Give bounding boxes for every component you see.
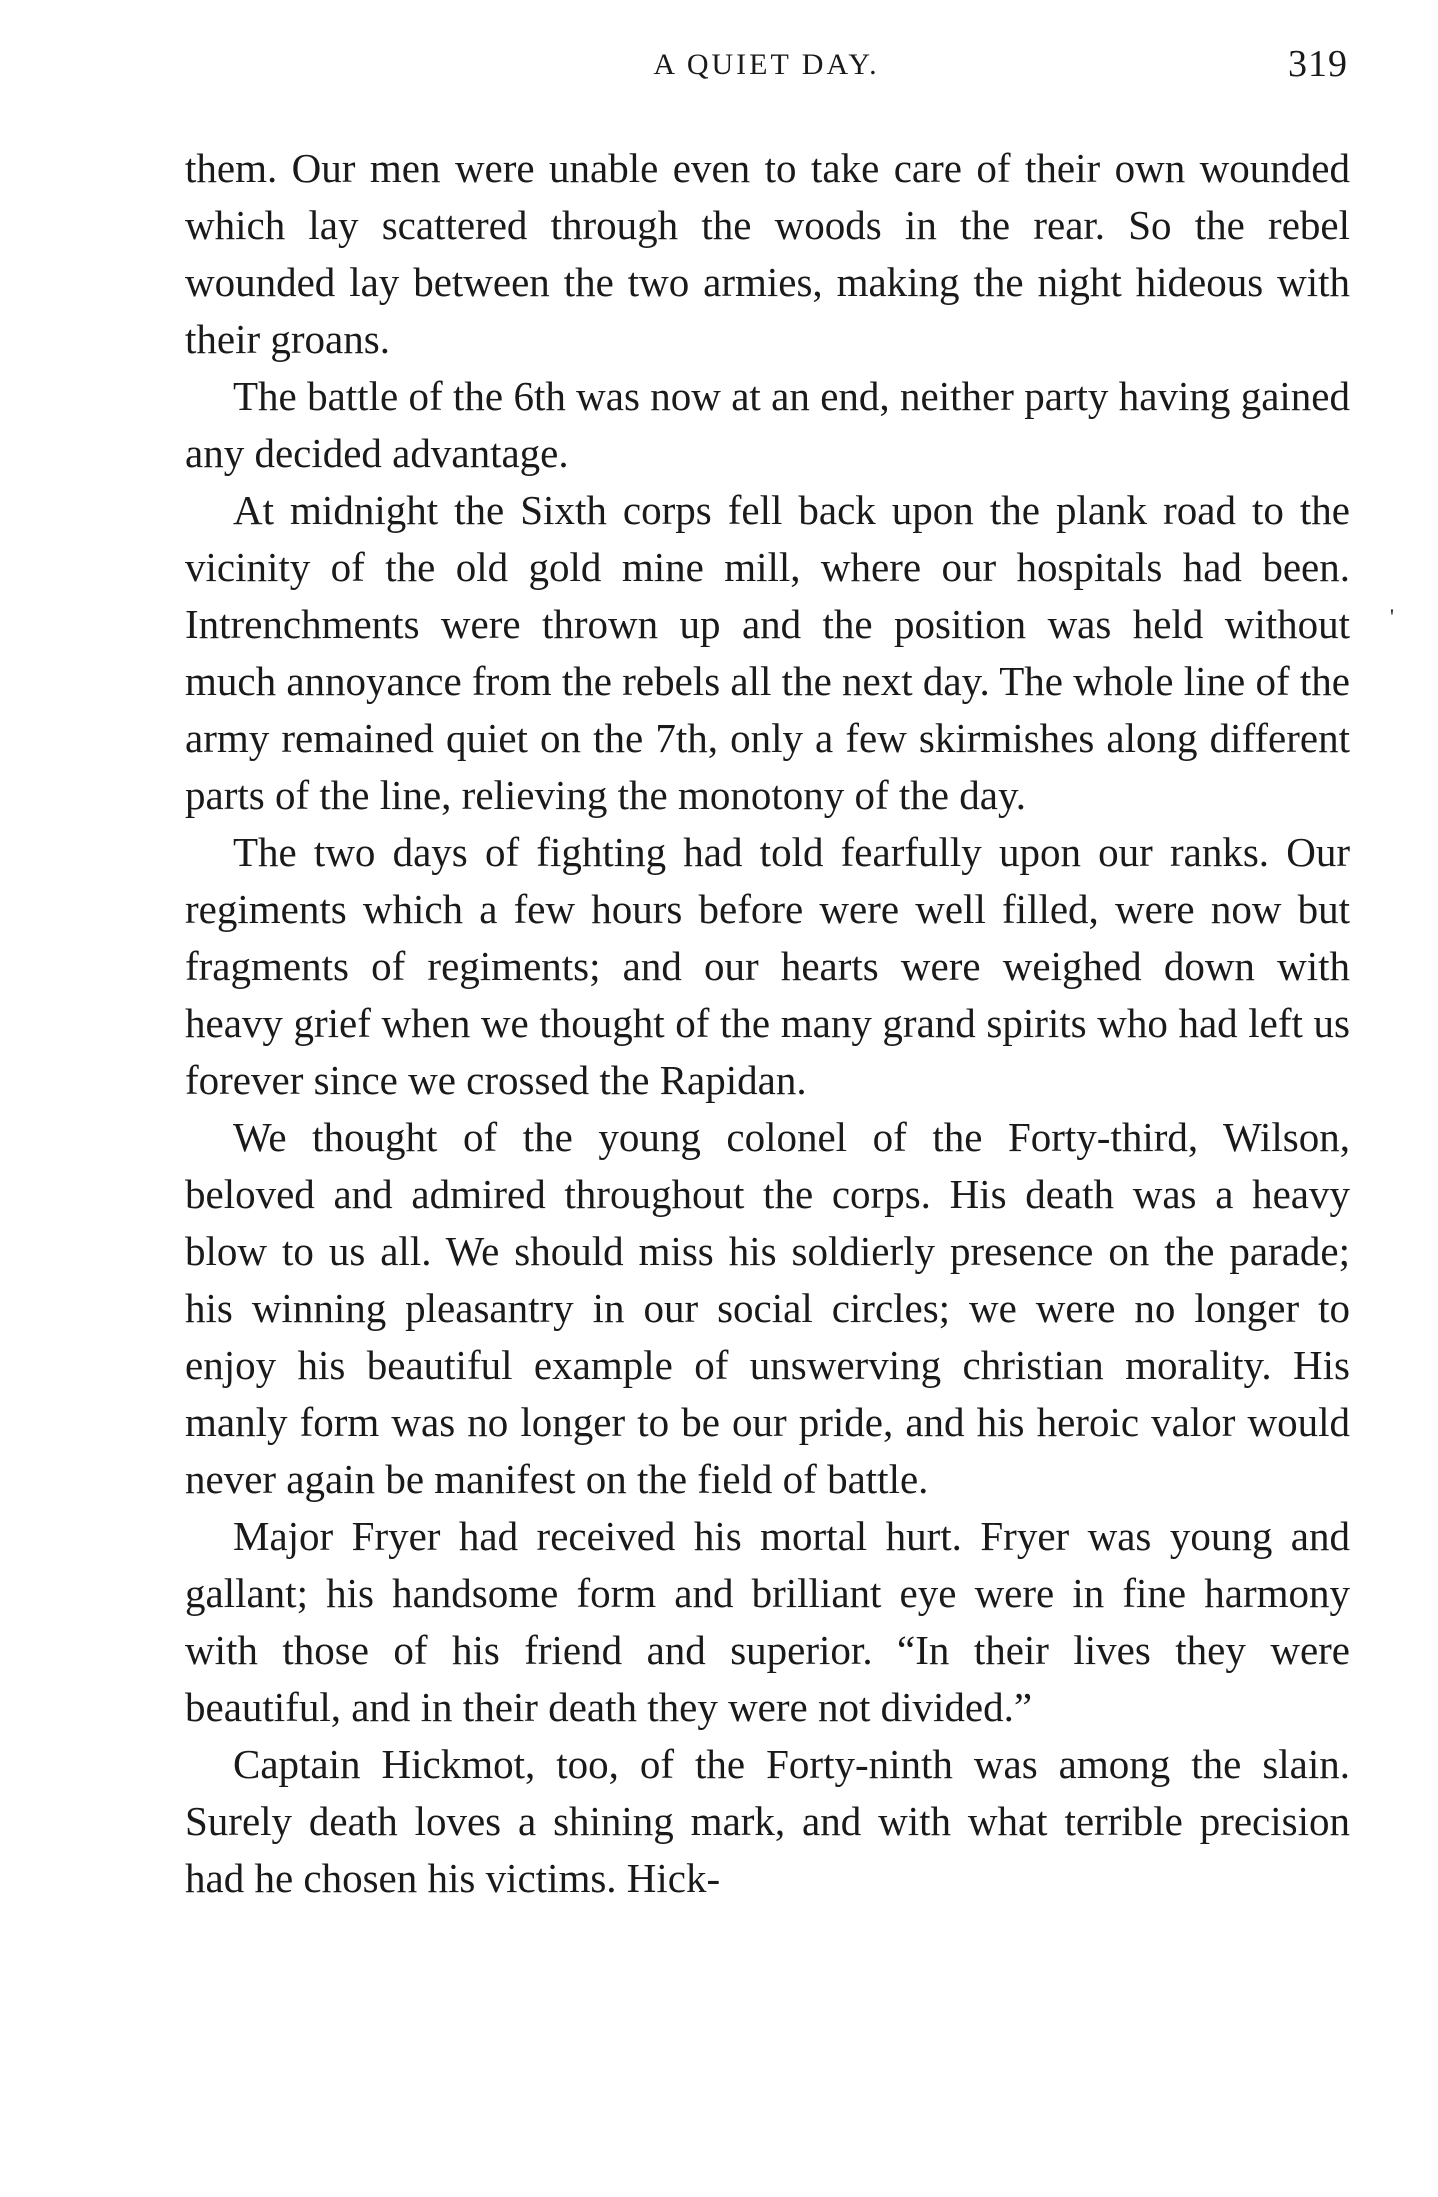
- running-title: A QUIET DAY.: [653, 48, 880, 81]
- paragraph-1: them. Our men were unable even to take care of their own wounded which lay scattered through the woods in the rear. So the rebel wounded lay between the two armies, making the night hideous with their groans.: [185, 145, 1350, 362]
- paragraph-5: We thought of the young colonel of the Forty-third, Wilson, beloved and admired throughout the corps. His death was a heavy blow to us all. We should miss his soldierly presence on the parade; his winning pleasantry in our social circles; we were no longer to enjoy his beautiful example of unswerving christian morality. His manly form was no longer to be our pride, and his heroic valor would never again be manifest on the field of battle.: [185, 1114, 1350, 1502]
- page-number: 319: [1288, 43, 1348, 85]
- paragraph-7: Captain Hickmot, too, of the Forty-ninth was among the slain. Surely death loves a shining mark, and with what terrible precision had he chosen his victims. Hick-: [185, 1741, 1350, 1901]
- body-text: [185, 140, 1350, 1907]
- paragraph-4: The two days of fighting had told fearfully upon our ranks. Our regiments which a few hours before were well filled, were now but fragments of regiments; and our hearts were weighed down with heavy grief when we thought of the many grand spirits who had left us forever since we crossed the Rapidan.: [185, 829, 1350, 1103]
- margin-mark: ': [1390, 604, 1394, 629]
- running-head: [185, 43, 1348, 98]
- paragraph-6: Major Fryer had received his mortal hurt. Fryer was young and gallant; his handsome form and brilliant eye were in fine harmony with those of his friend and superior. “In their lives they were beautiful, and in their death they were not divided.”: [185, 1513, 1350, 1730]
- paragraph-3: At midnight the Sixth corps fell back upon the plank road to the vicinity of the old gold mine mill, where our hospitals had been. Intrenchments were thrown up and the position was held without much annoyance from the rebels all the next day. The whole line of the army remained quiet on the 7th, only a few skirmishes along different parts of the line, relieving the monotony of the day.: [185, 487, 1350, 818]
- paragraph-2: The battle of the 6th was now at an end, neither party having gained any decided advantage.: [185, 373, 1350, 476]
